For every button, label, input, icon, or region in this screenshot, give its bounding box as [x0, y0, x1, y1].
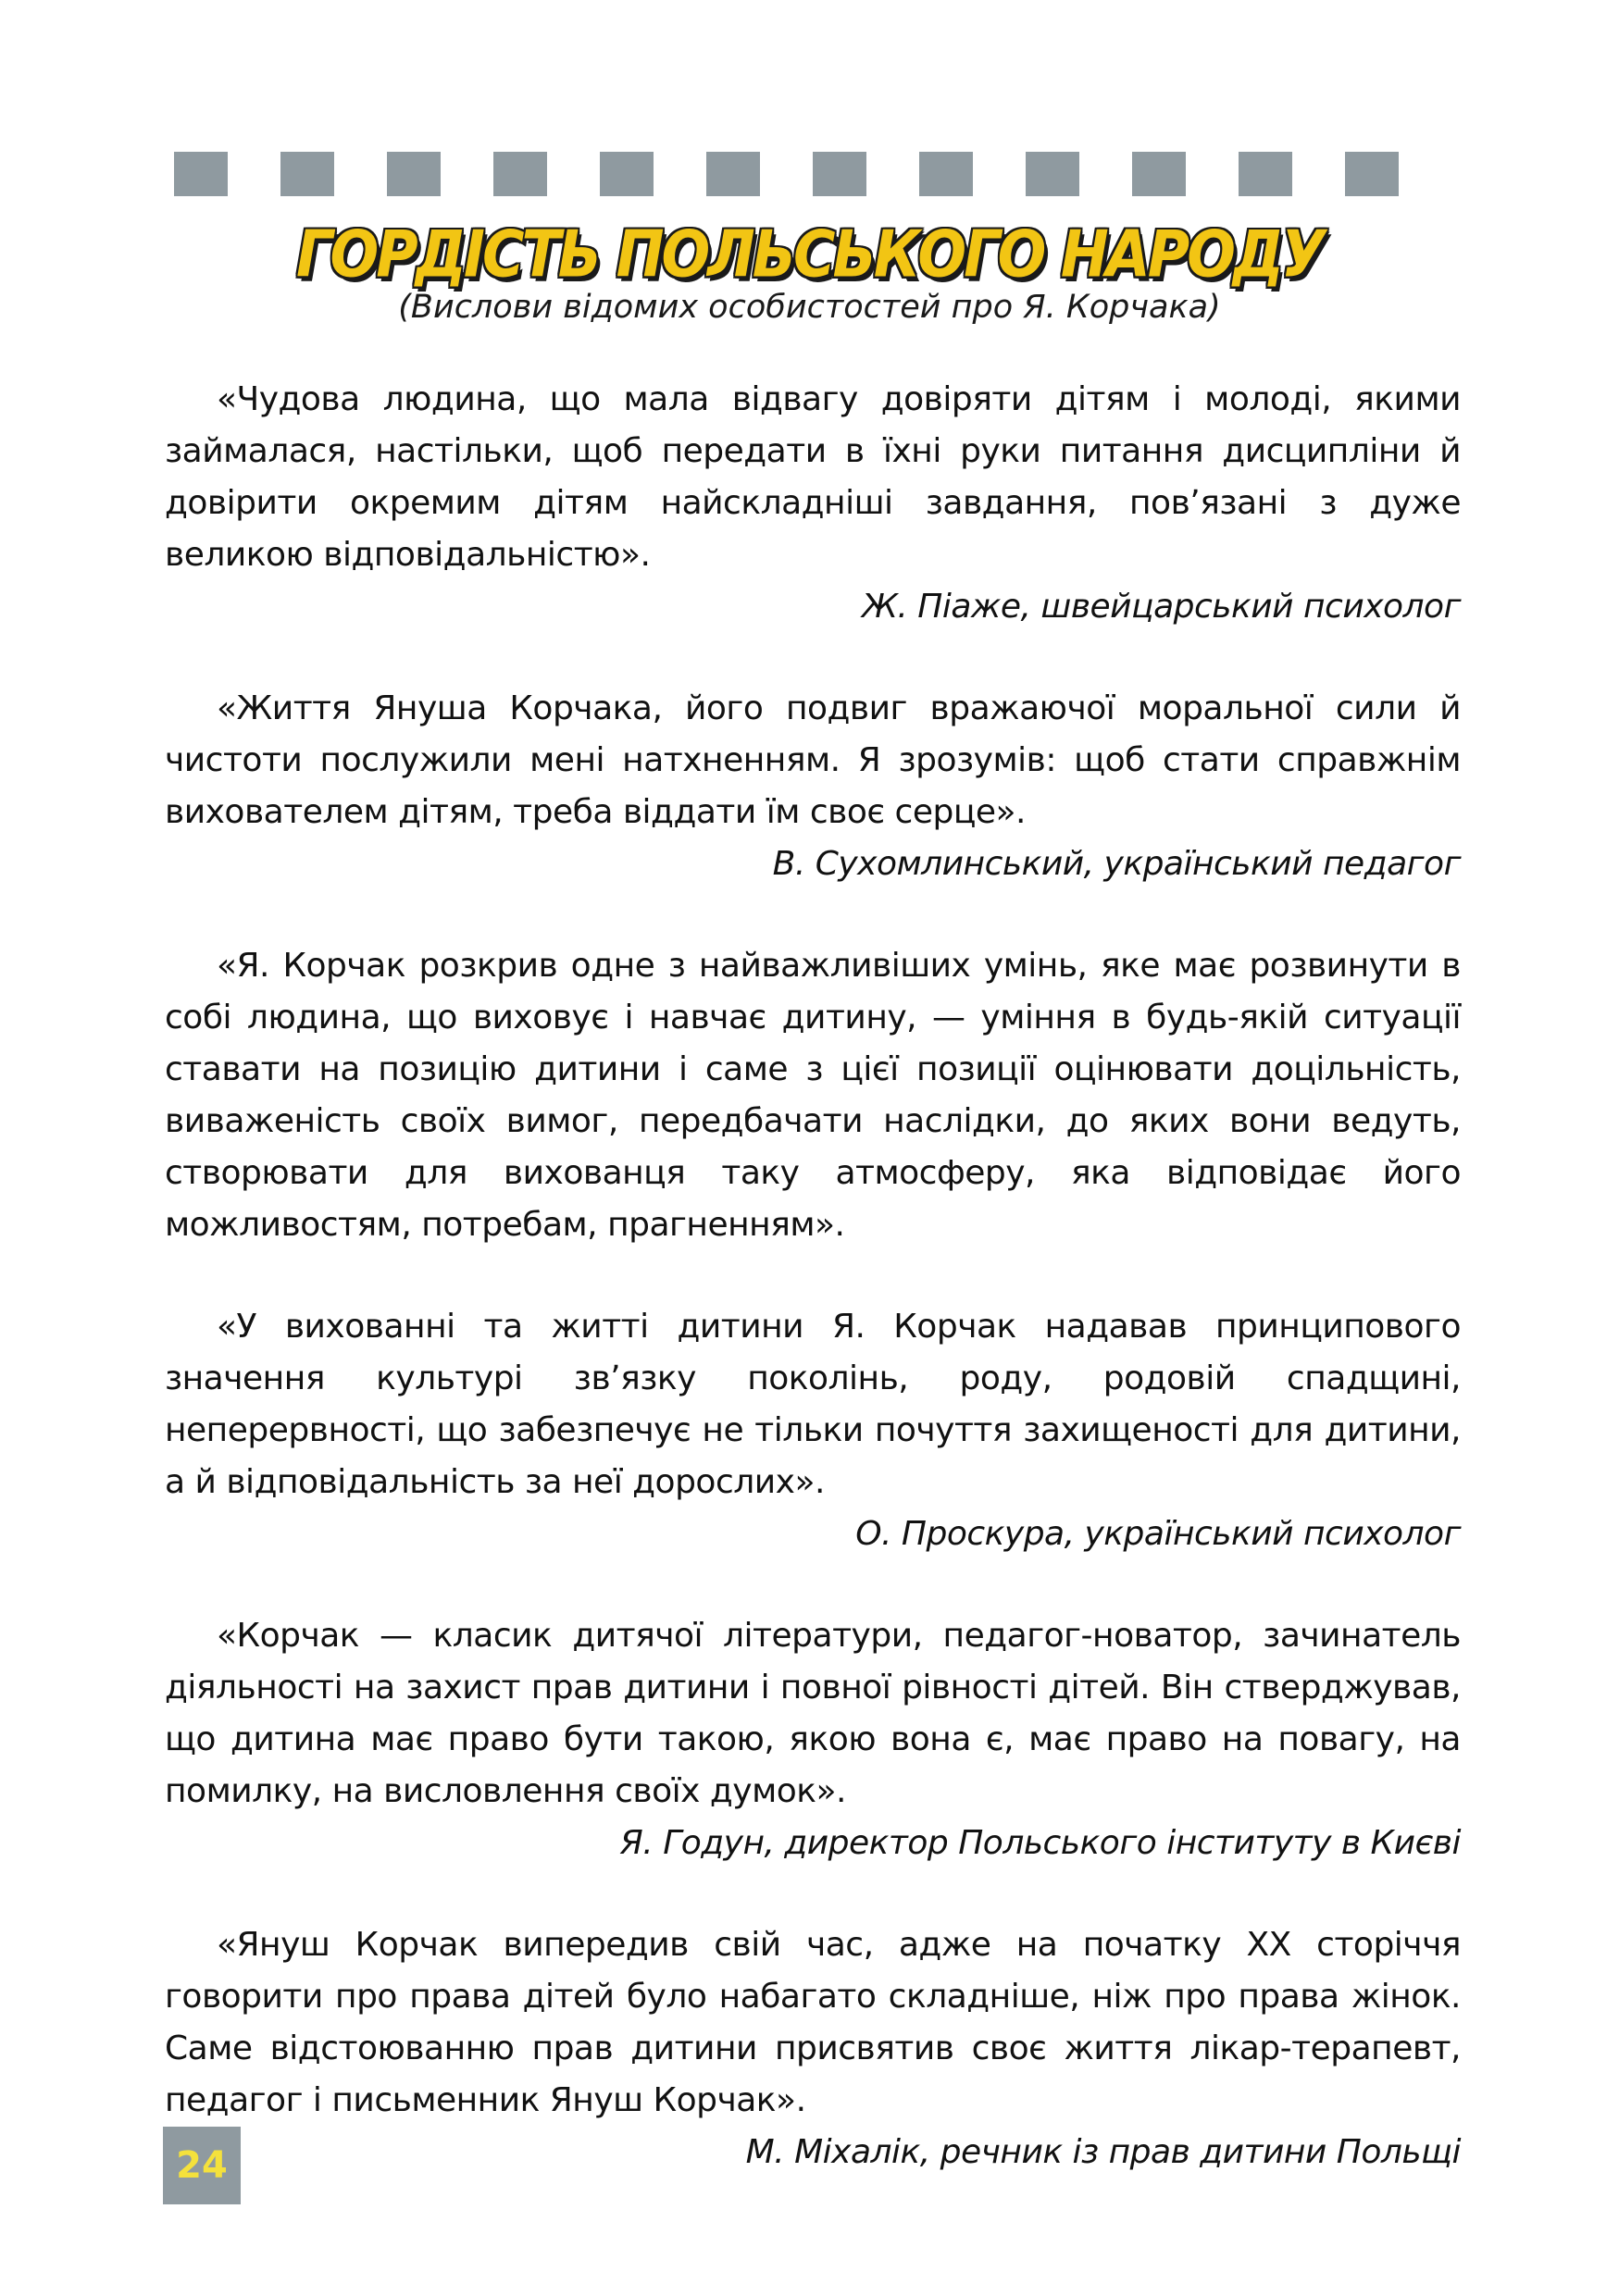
band-cell — [1345, 152, 1399, 196]
quote-block — [165, 683, 1461, 890]
band-cell — [441, 152, 494, 196]
band-cell — [1186, 152, 1239, 196]
quote-block — [165, 374, 1461, 633]
quote-block — [165, 1919, 1461, 2178]
quote-text: «Я. Корчак розкрив одне з найважливіших умінь, яке має розвинути в собі людина, що виховує і навчає дитину, — уміння в будь-якій ситуації ставати на позицію дитини і саме з цієї позиції оцінювати доцільність, виваженість своїх вимог, передбачати наслідки, до яких вони ведуть, створювати для вихованця таку атмосферу, яка відповідає його можливостям, потребам, прагненням». — [165, 947, 1461, 1244]
band-cell — [1079, 152, 1133, 196]
band-cell — [1399, 152, 1452, 196]
band-cell — [547, 152, 601, 196]
checkered-header-band — [174, 152, 1451, 196]
band-cell — [919, 152, 973, 196]
band-cell — [760, 152, 814, 196]
quote-block — [165, 1610, 1461, 1869]
band-cell — [174, 152, 228, 196]
quote-author: М. Міхалік, речник із прав дитини Польщі — [745, 2133, 1461, 2171]
band-cell — [1292, 152, 1346, 196]
page-number-badge — [163, 2127, 241, 2204]
quote-author: Я. Годун, директор Польського інституту в Києві — [619, 1824, 1461, 1862]
band-cell — [1132, 152, 1186, 196]
band-cell — [973, 152, 1027, 196]
band-cell — [706, 152, 760, 196]
quote-block — [165, 940, 1461, 1251]
quote-text: «Януш Корчак випередив свій час, адже на початку XX сторіччя говорити про права дітей було набагато складніше, ніж про права жінок. Саме відстоюванню прав дитини присвятив своє життя лікар-терапевт, педагог і письменник Януш Корчак». — [165, 1926, 1461, 2119]
band-cell — [334, 152, 388, 196]
quote-text: «Корчак — класик дитячої літератури, педагог-новатор, зачинатель діяльності на захист прав дитини і повної рівності дітей. Він стверджував, що дитина має право бути такою, якою вона є, має право на повагу, на помилку, на висловлення своїх думок». — [165, 1617, 1461, 1810]
band-cell — [228, 152, 281, 196]
page-subtitle: (Вислови відомих особистостей про Я. Корчака) — [398, 289, 1221, 326]
quote-text: «Життя Януша Корчака, його подвиг вражаючої моральної сили й чистоти послужили мені натхненням. Я зрозумів: щоб стати справжнім вихователем дітям, треба віддати їм своє серце». — [165, 689, 1461, 831]
band-cell — [654, 152, 707, 196]
band-cell — [493, 152, 547, 196]
page-number: 24 — [176, 2144, 228, 2187]
page-title: ГОРДІСТЬ ПОЛЬСЬКОГО НАРОДУ — [296, 216, 1323, 292]
quote-author: В. Сухомлинський, український педагог — [772, 845, 1461, 883]
band-cell — [387, 152, 441, 196]
quote-block — [165, 1301, 1461, 1560]
quote-author: Ж. Піаже, швейцарський психолог — [862, 588, 1461, 626]
quote-text: «Чудова людина, що мала відвагу довіряти дітям і молоді, якими займалася, настільки, щоб передати в їхні руки питання дисципліни й довірити окремим дітям найскладніші завдання, пов’язані з дуже великою відповідальністю». — [165, 380, 1461, 574]
quote-author: О. Проскура, український психолог — [855, 1515, 1461, 1553]
band-cell — [813, 152, 866, 196]
quote-text: «У вихованні та житті дитини Я. Корчак надавав принципового значення культурі зв’язку поколінь, роду, родовій спадщині, неперервності, що забезпечує не тільки почуття захищеності для дитини, а й відповідальність за неї дорослих». — [165, 1308, 1461, 1501]
band-cell — [280, 152, 334, 196]
band-cell — [866, 152, 920, 196]
band-cell — [600, 152, 654, 196]
band-cell — [1026, 152, 1079, 196]
band-cell — [1239, 152, 1292, 196]
quotes-list — [165, 374, 1461, 2228]
